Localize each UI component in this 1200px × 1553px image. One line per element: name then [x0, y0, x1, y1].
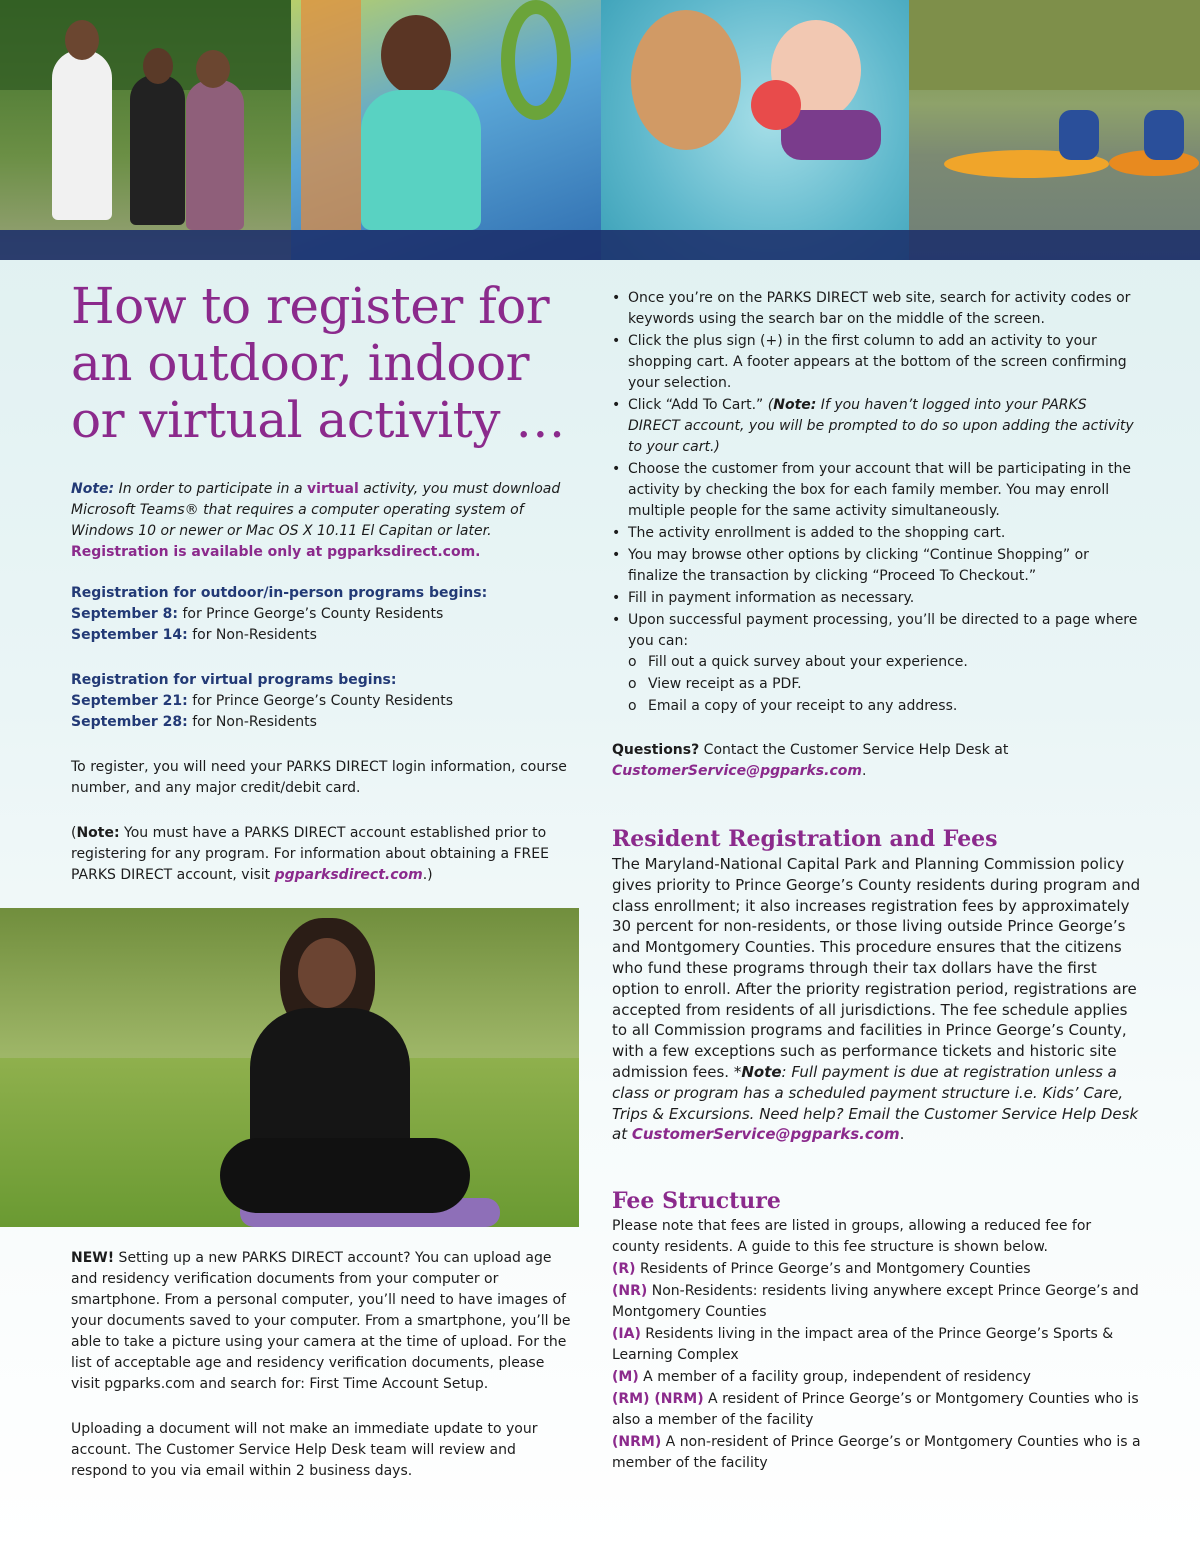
fee-code: (M) — [612, 1369, 639, 1386]
kayaking-photo — [909, 0, 1200, 260]
family-photo — [0, 0, 291, 260]
fee-text: Residents of Prince George’s and Montgomery Counties — [635, 1261, 1031, 1278]
outdoor-schedule — [71, 583, 586, 646]
fee-item — [612, 1432, 1142, 1474]
outdoor-date: September 8: — [71, 606, 179, 622]
period: . — [861, 763, 867, 779]
outdoor-text: for Prince George’s County Residents — [178, 606, 444, 622]
header-band — [0, 230, 1200, 260]
substep-item: o Fill out a quick survey about your experience. — [628, 652, 1142, 673]
step-text: Upon successful payment processing, you’ll be directed to a page where you can: — [628, 612, 1138, 649]
fee-list — [612, 1259, 1142, 1474]
step-item: • Click the plus sign (+) in the first column to add an activity to your shopping cart. A footer appears at the bottom of the screen confirming your selection. — [612, 331, 1142, 394]
resident-note-text: : Full payment is due at registration unless a class or program has a scheduled payment structure i.e. Kids’ Care, Trips & Excursions. Need help? Email the Customer Service Help Desk at — [612, 1062, 1139, 1144]
virtual-text: for Prince George’s County Residents — [187, 693, 453, 709]
fee-intro: Please note that fees are listed in groups, allowing a reduced fee for county residents. A guide to this fee structure is shown below. — [612, 1218, 1092, 1256]
questions-contact — [612, 740, 1142, 782]
outdoor-text: for Non-Residents — [187, 627, 317, 643]
paren-open: ( — [71, 825, 77, 841]
customer-service-email[interactable]: CustomerService@pgparks.com — [631, 1125, 900, 1144]
pgparksdirect-link[interactable]: pgparksdirect.com — [274, 867, 423, 883]
fee-code: (NR) — [612, 1283, 648, 1300]
step-item: • The activity enrollment is added to the shopping cart. — [612, 523, 1142, 544]
fee-text: A member of a facility group, independent of residency — [638, 1369, 1031, 1386]
swimming-photo — [601, 0, 909, 260]
fee-text: A resident of Prince George’s or Montgomery Counties who is also a member of the facility — [612, 1391, 1139, 1429]
left-bottom — [71, 1248, 576, 1482]
playground-photo — [291, 0, 601, 260]
step-item: • Choose the customer from your account that will be participating in the activity by checking the box for each family member. You may enroll multiple people for the same activity simultaneously. — [612, 459, 1142, 522]
left-column — [71, 278, 586, 886]
account-note-text: You must have a PARKS DIRECT account established prior to registering for any program. For information about obtaining a FREE PARKS DIRECT account, visit — [71, 825, 549, 883]
cart-note-text: If you haven’t logged into your PARKS DIRECT account, you will be prompted to do so upon adding the activity to your cart.) — [628, 397, 1134, 455]
virtual-heading: Registration for virtual programs begins: — [71, 672, 397, 688]
register-requirements: To register, you will need your PARKS DIRECT login information, course number, and any major credit/debit card. — [71, 759, 567, 796]
fee-code: (RM) (NRM) — [612, 1391, 704, 1408]
note-text-1: In order to participate in a — [114, 481, 308, 497]
note-label: Note: — [71, 481, 115, 497]
virtual-word: virtual — [307, 481, 359, 497]
substep-item: o Email a copy of your receipt to any address. — [628, 696, 1142, 717]
outdoor-heading: Registration for outdoor/in-person programs begins: — [71, 585, 488, 601]
fee-code: (IA) — [612, 1326, 641, 1343]
substep-item: o View receipt as a PDF. — [628, 674, 1142, 695]
paren-open: ( — [767, 397, 774, 413]
cart-note-label: Note: — [773, 397, 817, 413]
fee-item — [612, 1259, 1142, 1280]
new-account-text: Setting up a new PARKS DIRECT account? You can upload age and residency verification documents from your computer or smartphone. From a personal computer, you’ll need to have images of your documents saved to your computer. From a smartphone, you’ll be able to take a picture using your camera at the time of upload. For the list of acceptable age and residency verification documents, please visit pgparks.com and search for: First Time Account Setup. — [71, 1250, 571, 1392]
substeps — [628, 652, 1142, 717]
outdoor-row — [71, 604, 586, 625]
step-item: • Once you’re on the PARKS DIRECT web site, search for activity codes or keywords using the search bar on the middle of the screen. — [612, 288, 1142, 330]
fee-text: A non-resident of Prince George’s or Montgomery Counties who is a member of the facility — [612, 1434, 1141, 1472]
fee-code: (NRM) — [612, 1434, 662, 1451]
note-text-2: activity, you must download Microsoft Teams® that requires a computer operating system of Windows 10 or newer or Mac OS X 10.11 El Capitan or later. — [71, 481, 561, 539]
fee-code: (R) — [612, 1261, 636, 1278]
fee-text: Residents living in the impact area of the Prince George’s Sports & Learning Complex — [612, 1326, 1114, 1364]
add-to-cart-text: Click “Add To Cart.” — [628, 397, 768, 413]
questions-label: Questions? — [612, 742, 700, 758]
resident-text: The Maryland-National Capital Park and Planning Commission policy gives priority to Prince George’s County residents during program and class enrollment; it also increases registration fees by approximately 30 percent for non-residents, or those living outside Prince George’s and Montgomery Counties. This procedure ensures that the citizens who fund these programs through their tax dollars have the first option to enroll. After the priority registration period, registrations are accepted from residents of all jurisdictions. The fee schedule applies to all Commission programs and facilities in Prince George’s County, with a few exceptions such as performance tickets and historic site admission fees. — [612, 855, 1141, 1081]
header-photo-strip — [0, 0, 1200, 260]
resident-note-label: Note — [741, 1062, 782, 1081]
yoga-photo — [0, 908, 579, 1227]
upload-note: Uploading a document will not make an immediate update to your account. The Customer Service Help Desk team will review and respond to you via email within 2 business days. — [71, 1421, 538, 1479]
period: . — [899, 1125, 905, 1144]
customer-service-email[interactable]: CustomerService@pgparks.com — [612, 763, 862, 779]
virtual-row — [71, 691, 586, 712]
resident-body — [612, 854, 1142, 1145]
page-title: How to register for an outdoor, indoor or virtual activity … — [71, 277, 565, 449]
fee-item — [612, 1367, 1142, 1388]
account-note-label: Note: — [76, 825, 120, 841]
new-account-note — [71, 1248, 576, 1395]
fee-item — [612, 1281, 1142, 1323]
step-item: • Fill in payment information as necessary. — [612, 588, 1142, 609]
availability-link[interactable]: Registration is available only at pgparksdirect.com. — [71, 544, 481, 560]
step-item — [612, 395, 1142, 458]
questions-text: Contact the Customer Service Help Desk at — [699, 742, 1009, 758]
right-column — [612, 288, 1142, 1474]
fee-item — [612, 1324, 1142, 1366]
paren-close: .) — [422, 867, 433, 883]
virtual-date: September 21: — [71, 693, 188, 709]
account-note — [71, 823, 586, 886]
virtual-row — [71, 712, 586, 733]
fee-item — [612, 1389, 1142, 1431]
fee-text: Non-Residents: residents living anywhere except Prince George’s and Montgomery Counties — [612, 1283, 1139, 1321]
outdoor-row — [71, 625, 586, 646]
virtual-schedule — [71, 670, 586, 733]
step-item — [612, 610, 1142, 717]
fee-title: Fee Structure — [612, 1188, 781, 1215]
virtual-note — [71, 479, 586, 563]
virtual-text: for Non-Residents — [187, 714, 317, 730]
virtual-date: September 28: — [71, 714, 188, 730]
new-label: NEW! — [71, 1250, 115, 1266]
note-star: * — [733, 1062, 742, 1081]
outdoor-date: September 14: — [71, 627, 188, 643]
registration-steps — [612, 288, 1142, 717]
resident-title: Resident Registration and Fees — [612, 826, 998, 852]
step-item: • You may browse other options by clicking “Continue Shopping” or finalize the transaction by clicking “Proceed To Checkout.” — [612, 545, 1142, 587]
